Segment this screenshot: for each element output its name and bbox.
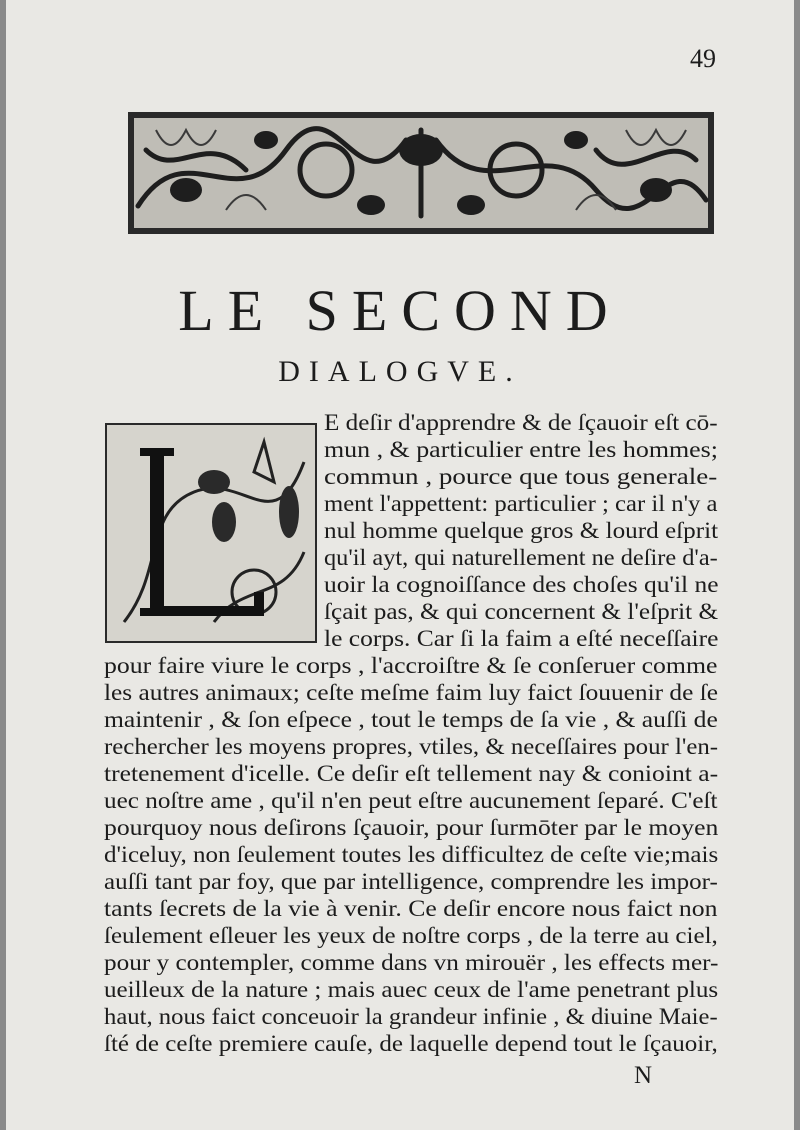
text-line: ſeulement eſleuer les yeux de noſtre corps , de la terre au ciel, (104, 923, 718, 949)
text-line: pourquoy nous deſirons ſçauoir, pour ſurmōter par le moyen (104, 815, 719, 841)
text-line: commun , pource que tous generale- (324, 464, 718, 490)
chapter-subtitle: DIALOGVE. (278, 355, 522, 388)
text-line: haut, nous faict conceuoir la grandeur infinie , & diuine Maie- (104, 1004, 718, 1030)
text-line: les autres animaux; ceſte meſme faim luy faict ſouuenir de ſe (104, 680, 719, 706)
text-line: E deſir d'apprendre & de ſçauoir eſt cō- (324, 410, 718, 436)
text-line: d'iceluy, non ſeulement toutes les difficultez de ceſte vie;mais (104, 842, 719, 868)
text-line: ment l'appettent: particulier ; car il n'y a (324, 491, 718, 517)
text-line: tants ſecrets de la vie à venir. Ce deſir encore nous faict non (104, 896, 718, 922)
book-page (6, 0, 794, 1130)
text-line: mun , & particulier entre les hommes; (324, 437, 718, 463)
text-line: qu'il ayt, qui naturellement ne deſire d'a- (324, 545, 718, 571)
text-line: pour y contempler, comme dans vn mirouër , les effects mer- (104, 950, 719, 976)
text-line: ſté de ceſte premiere cauſe, de laquelle depend tout le ſçauoir, (104, 1031, 718, 1057)
page-number: 49 (690, 44, 716, 73)
text-line: le corps. Car ſi la faim a eſté neceſſaire (324, 626, 719, 652)
chapter-title: LE SECOND (178, 278, 622, 343)
text-line: ſçait pas, & qui concernent & l'eſprit & (324, 599, 719, 625)
signature-mark: N (634, 1062, 653, 1089)
text-line: rechercher les moyens propres, vtiles, & neceſſaires pour l'en- (104, 734, 719, 760)
text-line: tretenement d'icelle. Ce deſir eſt tellement nay & conioint a- (104, 761, 719, 787)
headpiece-ornament (126, 110, 716, 236)
text-line: maintenir , & ſon eſpece , tout le temps de ſa vie , & auſſi de (104, 707, 718, 733)
text-line: auſſi tant par foy, que par intelligence, comprendre les impor- (104, 869, 718, 895)
decorated-initial-L (104, 422, 318, 644)
text-line: uoir la cognoiſſance des choſes qu'il ne (324, 572, 719, 598)
text-line: uec noſtre ame , qu'il n'en peut eſtre aucunement ſeparé. C'eſt (104, 788, 718, 814)
text-line: ueilleux de la nature ; mais auec ceux de l'ame penetrant plus (104, 977, 719, 1003)
text-line: pour faire viure le corps , l'accroiſtre & ſe conſeruer comme (104, 653, 718, 679)
text-line: nul homme quelque gros & lourd eſprit (324, 518, 719, 544)
